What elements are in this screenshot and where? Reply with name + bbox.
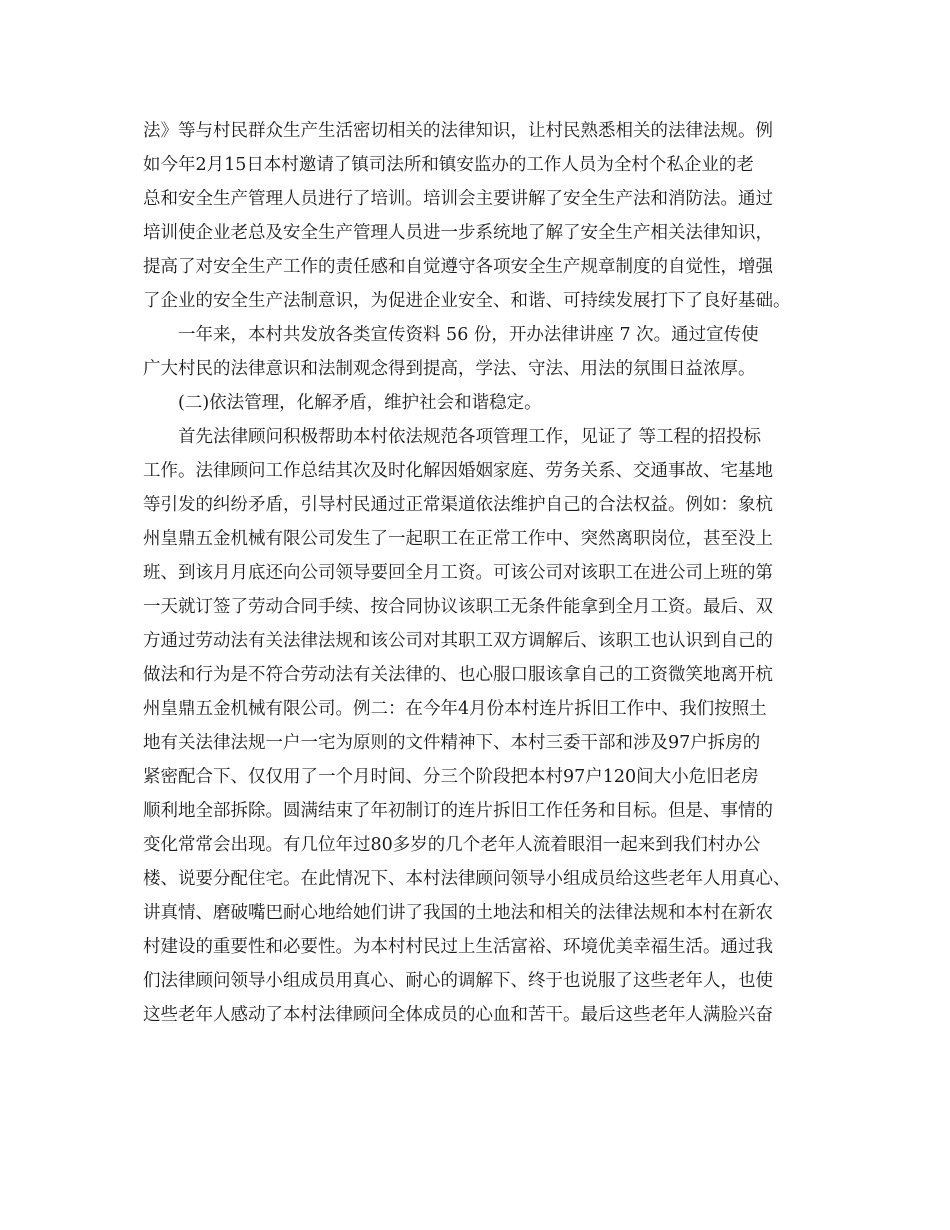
text-line: 一天就订签了劳动合同手续、按合同协议该职工无条件能拿到全月工资。最后、双 (143, 597, 773, 617)
text-line: 顺利地全部拆除。圆满结束了年初制订的连片拆旧工作任务和目标。但是、事情的 (143, 801, 773, 821)
text-line: 工作。法律顾问工作总结其次及时化解因婚姻家庭、劳务关系、交通事故、宅基地 (143, 461, 773, 481)
text-line: 村建设的重要性和必要性。为本村村民过上生活富裕、环境优美幸福生活。通过我 (143, 937, 773, 957)
section-heading: (二)依法管理，化解矛盾，维护社会和谐稳定。 (178, 393, 542, 413)
text-line: 了企业的安全生产法制意识，为促进企业安全、和谐、可持续发展打下了良好基础。 (143, 291, 791, 311)
text-line: 这些老年人感动了本村法律顾问全体成员的心血和苦干。最后这些老年人满脸兴奋 (143, 1005, 773, 1025)
text-line: 总和安全生产管理人员进行了培训。培训会主要讲解了安全生产法和消防法。通过 (143, 189, 773, 209)
text-line: 讲真情、磨破嘴巴耐心地给她们讲了我国的土地法和相关的法律法规和本村在新农 (143, 903, 773, 923)
text-line: 班、到该月月底还向公司领导要回全月工资。可该公司对该职工在进公司上班的第 (143, 563, 773, 583)
text-line: 法》等与村民群众生产生活密切相关的法律知识，让村民熟悉相关的法律法规。例 (143, 121, 773, 141)
text-line: 等引发的纠纷矛盾，引导村民通过正常渠道依法维护自己的合法权益。例如：象杭 (143, 495, 773, 515)
text-line: 方通过劳动法有关法律法规和该公司对其职工双方调解后、该职工也认识到自己的 (143, 631, 773, 651)
text-line: 广大村民的法律意识和法制观念得到提高，学法、守法、用法的氛围日益浓厚。 (143, 359, 756, 379)
text-line: 州皇鼎五金机械有限公司。例二：在今年4月份本村连片拆旧工作中、我们按照土 (143, 699, 767, 719)
text-line: 州皇鼎五金机械有限公司发生了一起职工在正常工作中、突然离职岗位，甚至没上 (143, 529, 773, 549)
text-line: 们法律顾问领导小组成员用真心、耐心的调解下、终于也说服了这些老年人，也使 (143, 971, 773, 991)
text-line: 做法和行为是不符合劳动法有关法律的、也心服口服该拿自己的工资微笑地离开杭 (143, 665, 773, 685)
text-line: 楼、说要分配住宅。在此情况下、本村法律顾问领导小组成员给这些老年人用真心、 (143, 869, 791, 889)
text-line: 变化常常会出现。有几位年过80多岁的几个老年人流着眼泪一起来到我们村办公 (143, 835, 761, 855)
text-line: 提高了对安全生产工作的责任感和自觉遵守各项安全生产规章制度的自觉性，增强 (143, 257, 773, 277)
text-line: 培训使企业老总及安全生产管理人员进一步系统地了解了安全生产相关法律知识， (143, 223, 773, 243)
text-line: 首先法律顾问积极帮助本村依法规范各项管理工作，见证了 等工程的招投标 (178, 427, 762, 447)
text-line: 如今年2月15日本村邀请了镇司法所和镇安监办的工作人员为全村个私企业的老 (143, 155, 754, 175)
text-line: 紧密配合下、仅仅用了一个月时间、分三个阶段把本村97户120间大小危旧老房 (143, 767, 759, 787)
text-line: 地有关法律法规一户一宅为原则的文件精神下、本村三委干部和涉及97户拆房的 (143, 733, 761, 753)
text-line: 一年来，本村共发放各类宣传资料 56 份，开办法律讲座 7 次。通过宣传使 (178, 325, 759, 345)
